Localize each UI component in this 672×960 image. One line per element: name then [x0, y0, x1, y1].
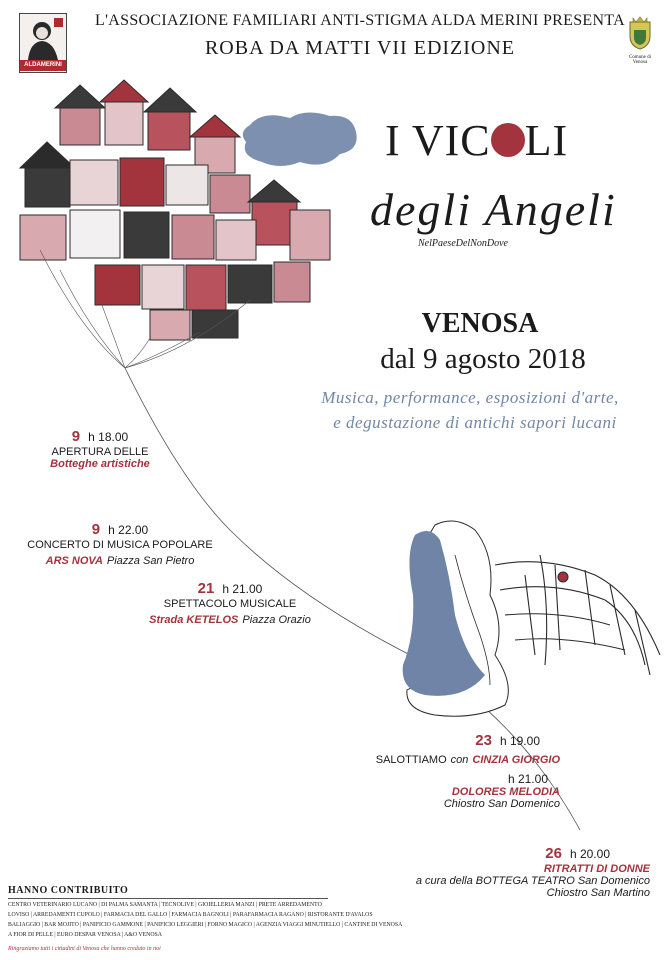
event-5-title: RITRATTI DI DONNE	[543, 863, 650, 875]
title-part1: I VIC	[385, 116, 491, 165]
event-4-with: con	[450, 754, 469, 766]
event-4-time2: h 21.00	[507, 772, 548, 786]
event-5-place: Chiostro San Martino	[546, 887, 650, 899]
title-tagline: NelPaeseDelNonDove	[418, 238, 508, 249]
event-4	[300, 732, 560, 810]
crest-caption: Comune di Venosa	[628, 55, 652, 65]
event-4-place: Chiostro San Domenico	[443, 798, 560, 810]
event-1-day: 9	[71, 428, 81, 445]
description-line1: Musica, performance, esposizioni d'arte,	[321, 388, 619, 407]
event-1-subtitle: Botteghe artistiche	[50, 458, 150, 470]
event-3-title: SPETTACOLO MUSICALE	[163, 598, 297, 610]
event-5	[340, 845, 650, 899]
event-4-time: h 19.00	[499, 734, 540, 748]
event-2-time: h 22.00	[108, 523, 149, 537]
sponsors-divider	[8, 898, 328, 899]
event-2-place: Piazza San Pietro	[106, 555, 195, 567]
sponsors-heading: HANNO CONTRIBUITO	[8, 885, 129, 896]
angel-map-illustration	[395, 515, 665, 730]
event-2	[20, 521, 220, 569]
event-1-title: APERTURA DELLE	[51, 446, 149, 458]
city-name: VENOSA	[421, 308, 539, 339]
main-title	[385, 115, 568, 166]
event-3-day: 21	[197, 580, 215, 597]
title-o-badge	[491, 123, 525, 157]
event-2-day: 9	[91, 521, 101, 538]
event-2-performer: ARS NOVA	[45, 555, 103, 567]
logo-text: ALDAMERINI	[20, 60, 66, 71]
event-3-place: Piazza Orazio	[242, 614, 311, 626]
event-4-guest: CINZIA GIORGIO	[472, 754, 560, 766]
map-pin-icon	[558, 572, 568, 582]
event-1-time: h 18.00	[88, 430, 129, 444]
event-5-organizer: a cura della BOTTEGA TEATRO San Domenico	[415, 875, 650, 887]
title-part2: LI	[524, 116, 569, 165]
event-4-day: 23	[475, 732, 492, 749]
portrait-icon	[20, 14, 66, 60]
header-edition: ROBA DA MATTI VII EDIZIONE	[204, 37, 516, 59]
event-date: dal 9 agosto 2018	[380, 343, 586, 375]
sponsors-row-2: LOVISO | ARREDAMENTI CUPOLO | FARMACIA DEL GALLO | FARMACIA BAGNOLI | PARAFARMACIA RAGANO | RISTORANTE D'AVALOS	[8, 912, 373, 918]
event-5-time: h 20.00	[569, 847, 610, 861]
event-3	[130, 580, 330, 628]
title-subtitle: degli Angeli	[370, 184, 617, 235]
event-3-performer: Strada KETELOS	[149, 614, 239, 626]
header-presenter: L'ASSOCIAZIONE FAMILIARI ANTI-STIGMA ALDA MERINI PRESENTA	[95, 12, 625, 29]
event-5-day: 26	[545, 845, 562, 862]
event-2-title: CONCERTO DI MUSICA POPOLARE	[27, 539, 213, 551]
sponsors-row-1: CENTRO VETERINARIO LUCANO | DI PALMA SAMANTA | TECNOLIVE | GIOIELLERIA MANZI | PRETE ARREDAMENTO	[8, 902, 322, 908]
houses-balloon-illustration	[0, 70, 360, 410]
sponsors-row-4: A FIOR DI PELLE | EURO DESPAR VENOSA | A&O VENOSA	[8, 932, 162, 938]
event-1	[30, 428, 170, 470]
event-3-time: h 21.00	[222, 582, 263, 596]
description-line2: e degustazione di antichi sapori lucani	[333, 413, 617, 432]
sponsors-list	[8, 900, 408, 940]
association-logo	[19, 13, 67, 73]
thanks-note: Ringraziamo tutti i cittadini di Venosa che hanno creduto in noi	[8, 946, 161, 952]
event-4-guest2: DOLORES MELODIA	[451, 786, 560, 798]
event-4-prefix: SALOTTIAMO	[375, 754, 447, 766]
sponsors-row-3: BALIAGGIO | BAR MOJITO | PANIFICIO GAMMONE | PANIFICIO LEGGIERI | FORNO MAGICO | AGENZIA VIAGGI MINUTIELLO | CANTINE DI VENOSA	[8, 922, 403, 928]
